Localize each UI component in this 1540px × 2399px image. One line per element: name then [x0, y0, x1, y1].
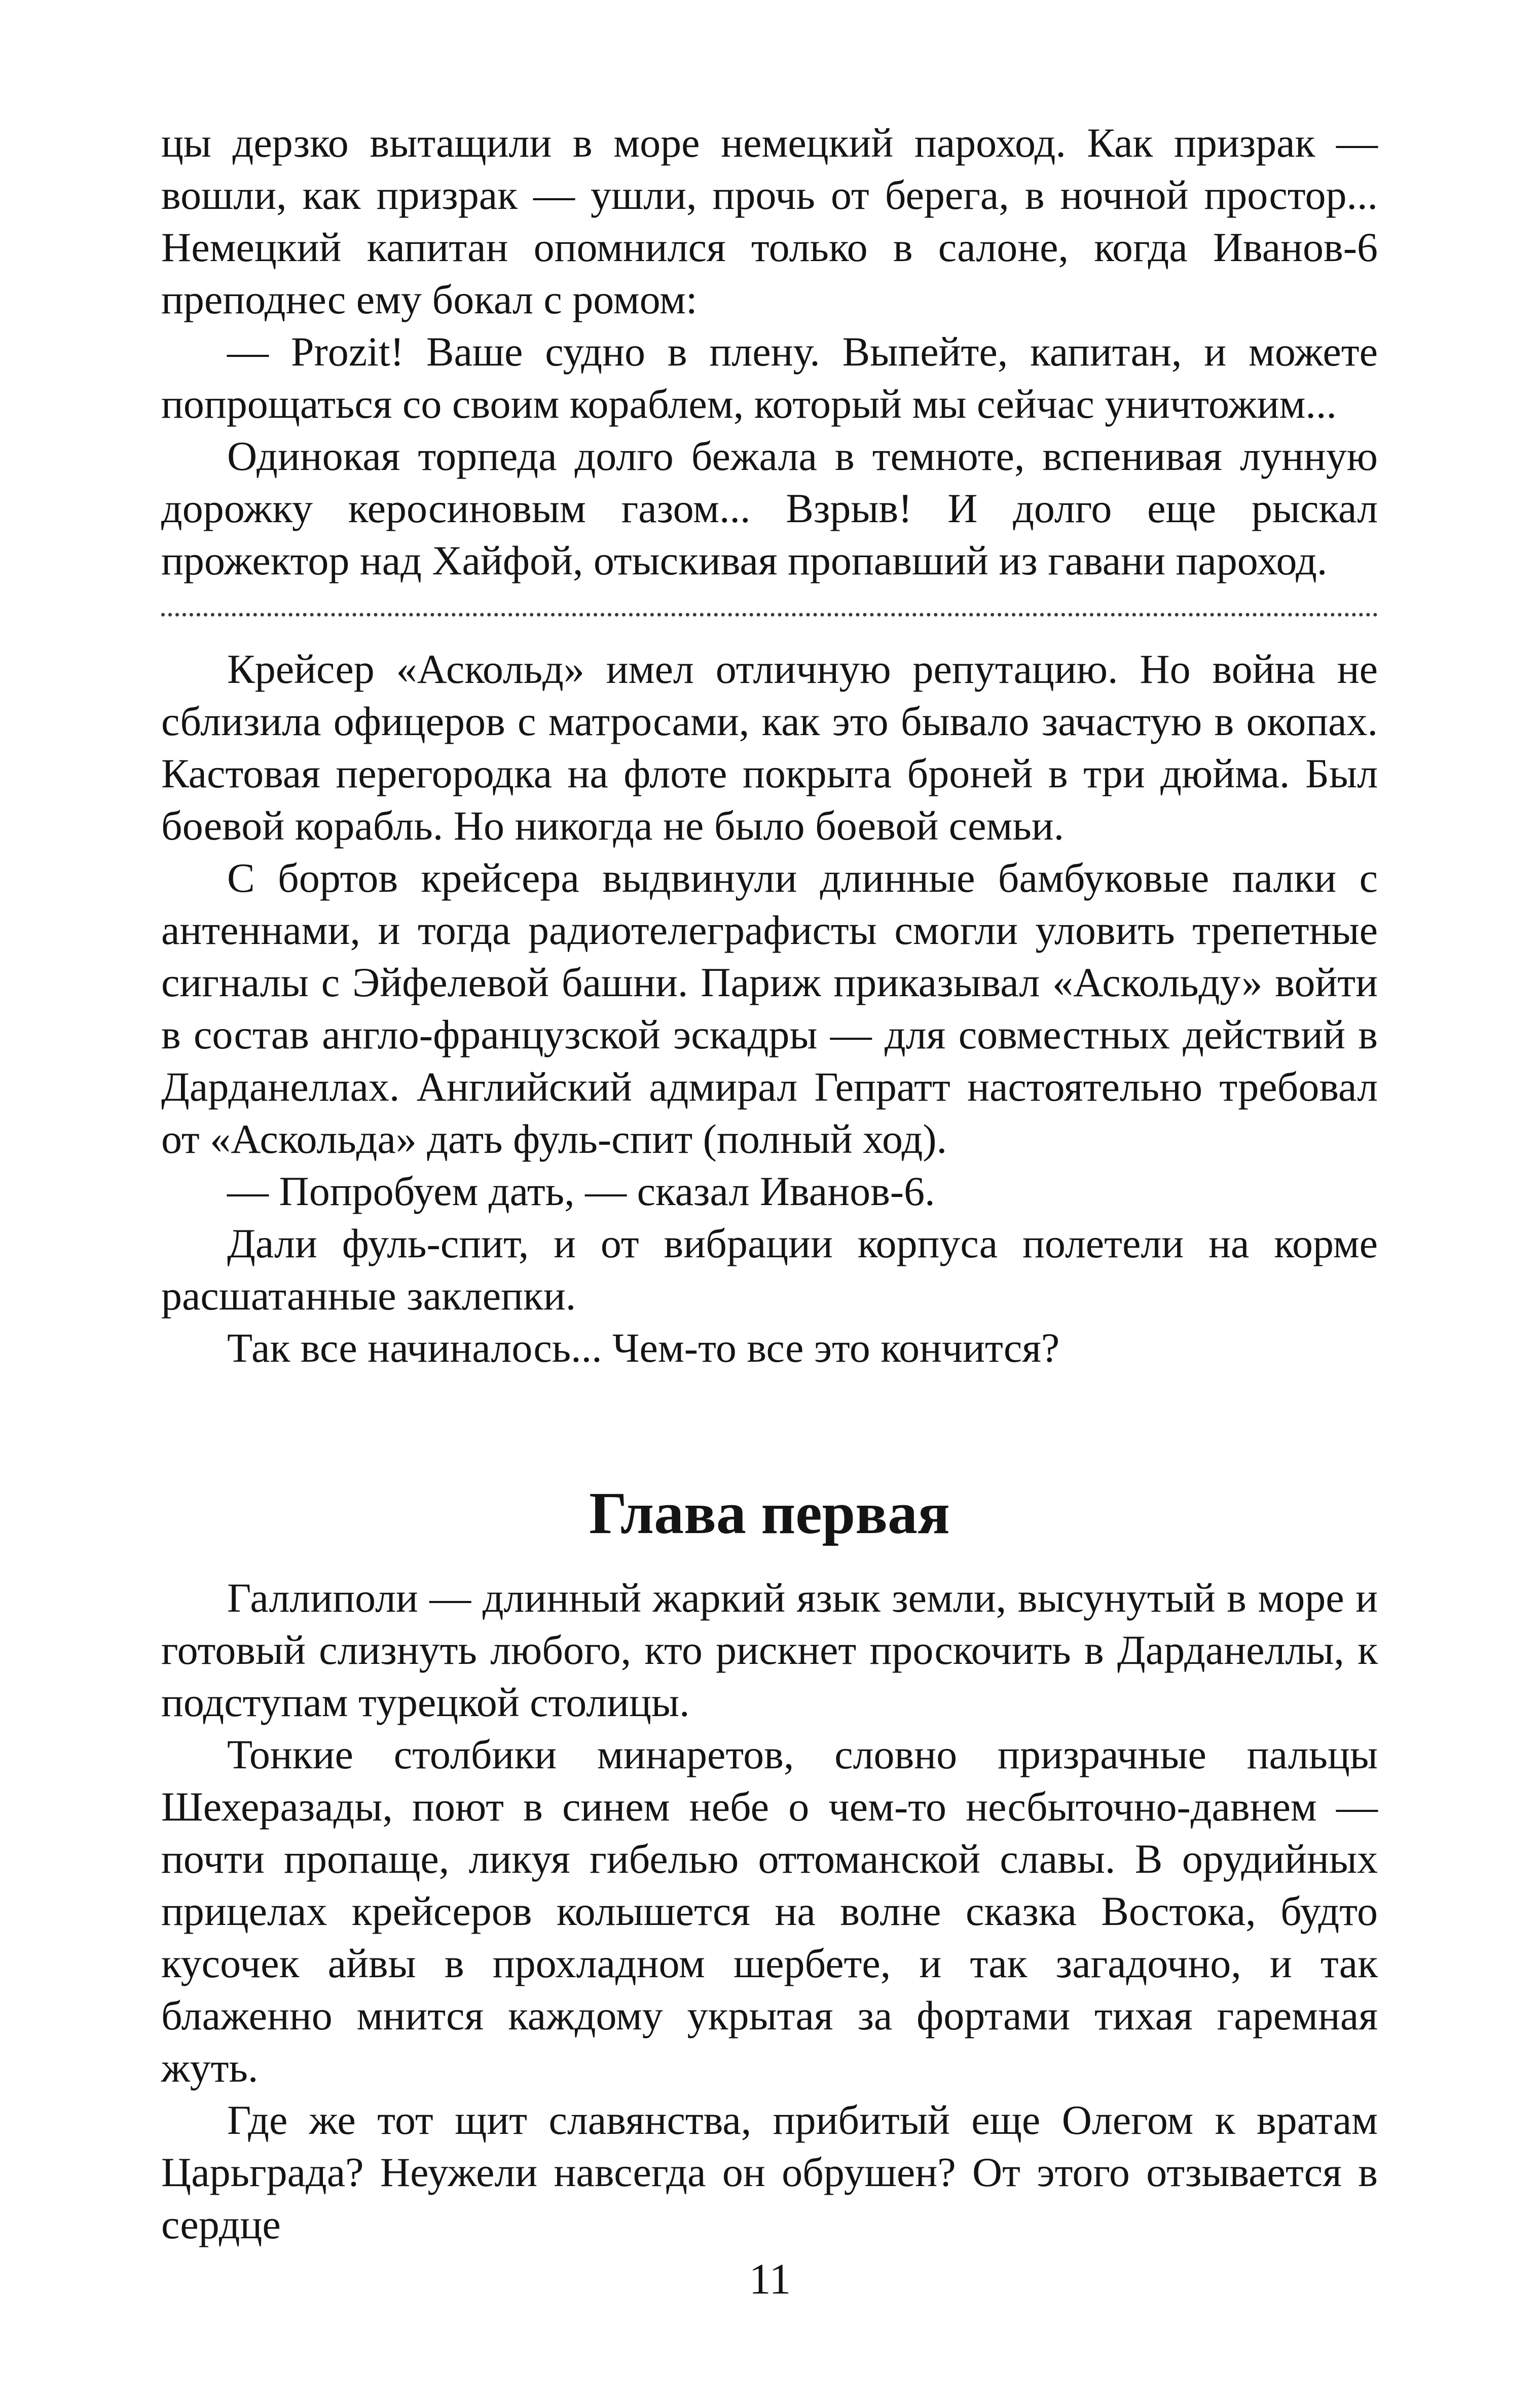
- paragraph: С бортов крейсера выдвинули длинные бамбуковые палки с антеннами, и тогда радиотелеграфисты смогли уловить трепетные сигналы с Эйфелевой башни. Париж приказывал «Аскольду» войти в состав англо-французской эскадры — для совместных действий в Дарданеллах. Английский адмирал Гепратт настоятельно требовал от «Аскольда» дать фуль-спит (полный ход).: [161, 855, 1378, 1162]
- chapter-title: Глава первая: [589, 1480, 950, 1546]
- page-number: 11: [749, 2255, 791, 2303]
- paragraph: Тонкие столбики минаретов, словно призрачные пальцы Шехеразады, поют в синем небе о чем-то несбыточно-давнем — почти пропаще, ликуя гибелью оттоманской славы. В орудийных прицелах крейсеров колышется на волне сказка Востока, будто кусочек айвы в прохладном шербете, и так загадочно, и так блаженно мнится каждому укрытая за фортами тихая гаремная жуть.: [161, 1731, 1378, 2091]
- dotted-separator: [161, 613, 1378, 616]
- paragraph: Крейсер «Аскольд» имел отличную репутацию. Но война не сблизила офицеров с матросами, как это бывало зачастую в окопах. Кастовая перегородка на флоте покрыта броней в три дюйма. Был боевой корабль. Но никогда не было боевой семьи.: [161, 646, 1378, 849]
- paragraph: Одинокая торпеда долго бежала в темноте, вспенивая лунную дорожку керосиновым газом... Взрыв! И долго еще рыскал прожектор над Хайфой, отыскивая пропавший из гавани пароход.: [161, 433, 1378, 584]
- paragraph: Галлиполи — длинный жаркий язык земли, высунутый в море и готовый слизнуть любого, кто рискнет проскочить в Дарданеллы, к подступам турецкой столицы.: [161, 1575, 1378, 1725]
- page-body: [161, 117, 1378, 2250]
- paragraph: Дали фуль-спит, и от вибрации корпуса полетели на корме расшатанные заклепки.: [161, 1220, 1378, 1319]
- paragraph: цы дерзко вытащили в море немецкий пароход. Как призрак — вошли, как призрак — ушли, прочь от берега, в ночной простор... Немецкий капитан опомнился только в салоне, когда Иванов-6 преподнес ему бокал с ромом:: [161, 120, 1378, 322]
- paragraph: Так все начиналось... Чем-то все это кончится?: [227, 1325, 1060, 1371]
- paragraph: — Prozit! Ваше судно в плену. Выпейте, капитан, и можете попрощаться со своим кораблем, который мы сейчас уничтожим...: [161, 329, 1378, 427]
- paragraph: Где же тот щит славянства, прибитый еще Олегом к вратам Царьграда? Неужели навсегда он обрушен? От этого отзывается в сердце: [161, 2097, 1378, 2247]
- paragraph: — Попробуем дать, — сказал Иванов-6.: [227, 1168, 935, 1214]
